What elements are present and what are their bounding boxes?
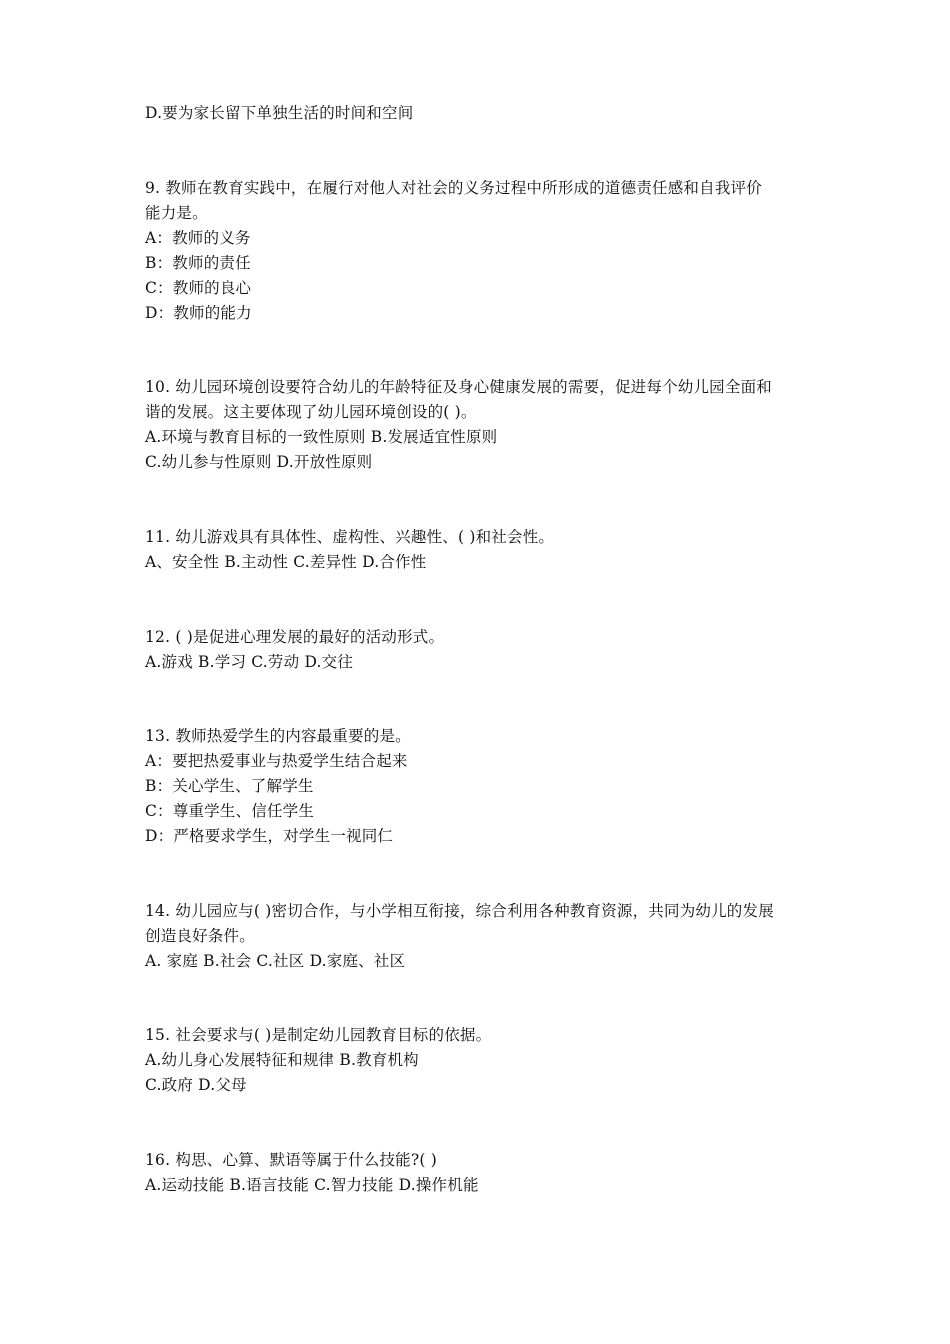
q13-option-a: A：要把热爱事业与热爱学生结合起来 (145, 752, 408, 770)
q10-options-line-1: A.环境与教育目标的一致性原则 B.发展适宜性原则 (145, 428, 498, 446)
q10-options-line-2: C.幼儿参与性原则 D.开放性原则 (145, 453, 373, 471)
q13-option-b: B：关心学生、了解学生 (145, 777, 314, 795)
q9-option-b: B：教师的责任 (145, 254, 251, 272)
q9-stem-line-2: 能力是。 (145, 204, 208, 222)
q14-options: A. 家庭 B.社会 C.社区 D.家庭、社区 (145, 952, 406, 970)
q14-stem-line-1: 14. 幼儿园应与( )密切合作，与小学相互衔接，综合利用各种教育资源，共同为幼儿的发展 (145, 902, 774, 920)
q13-option-d: D：严格要求学生，对学生一视同仁 (145, 827, 394, 845)
q9-option-d: D：教师的能力 (145, 304, 252, 322)
q10-stem-line-2: 谐的发展。这主要体现了幼儿园环境创设的( )。 (145, 403, 477, 421)
q8-option-d: D.要为家长留下单独生活的时间和空间 (145, 104, 414, 122)
q15-options-line-1: A.幼儿身心发展特征和规律 B.教育机构 (145, 1051, 419, 1069)
q9-stem-line-1: 9. 教师在教育实践中，在履行对他人对社会的义务过程中所形成的道德责任感和自我评价 (145, 179, 762, 197)
q12-stem: 12. ( )是促进心理发展的最好的活动形式。 (145, 628, 445, 646)
q11-options: A、安全性 B.主动性 C.差异性 D.合作性 (145, 553, 427, 571)
q9-option-c: C：教师的良心 (145, 279, 252, 297)
q12-options: A.游戏 B.学习 C.劳动 D.交往 (145, 653, 354, 671)
q13-stem: 13. 教师热爱学生的内容最重要的是。 (145, 727, 411, 745)
q16-options: A.运动技能 B.语言技能 C.智力技能 D.操作机能 (145, 1176, 479, 1194)
q15-stem: 15. 社会要求与( )是制定幼儿园教育目标的依据。 (145, 1026, 492, 1044)
q14-stem-line-2: 创造良好条件。 (145, 927, 255, 945)
q15-options-line-2: C.政府 D.父母 (145, 1076, 247, 1094)
q9-option-a: A：教师的义务 (145, 229, 251, 247)
q13-option-c: C：尊重学生、信任学生 (145, 802, 315, 820)
q10-stem-line-1: 10. 幼儿园环境创设要符合幼儿的年龄特征及身心健康发展的需要，促进每个幼儿园全面和 (145, 378, 772, 396)
q11-stem: 11. 幼儿游戏具有具体性、虚构性、兴趣性、( )和社会性。 (145, 528, 555, 546)
q16-stem: 16. 构思、心算、默语等属于什么技能?( ) (145, 1151, 438, 1169)
